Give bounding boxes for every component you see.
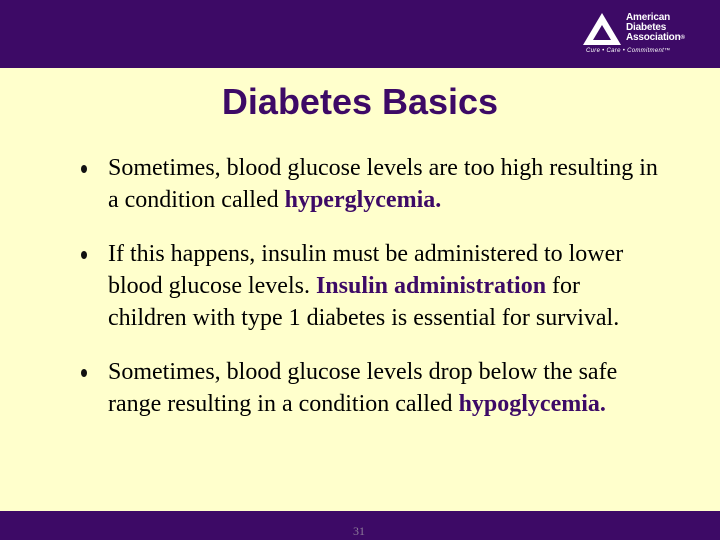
page-number: 31 <box>353 524 365 538</box>
bullet-text-end: for children with type 1 diabetes is essential for survival. <box>108 273 620 331</box>
term-hypoglycemia: hypoglycemia <box>458 391 600 417</box>
logo-line-1: American <box>626 12 670 23</box>
term-insulin-administration: Insulin administration <box>315 273 547 299</box>
logo-line-2: Diabetes <box>626 22 667 33</box>
slide-title: Diabetes Basics <box>221 81 499 122</box>
header-band <box>0 0 720 68</box>
bullet-list <box>80 152 660 442</box>
bullet-punctuation: . <box>435 187 442 213</box>
ada-triangle-icon <box>582 12 622 46</box>
bullet-text: If this happens, insulin must be administered to lower blood glucose levels. <box>108 241 624 299</box>
ada-logo[interactable] <box>582 8 714 64</box>
bullet-item-insulin <box>80 238 660 334</box>
term-hyperglycemia: hyperglycemia <box>284 187 436 213</box>
bullet-text: Sometimes, blood glucose levels are too high resulting in a condition called <box>108 155 658 213</box>
logo-tagline: Cure • Care • Commitment™ <box>586 48 671 54</box>
bullet-item-hyperglycemia <box>80 152 660 216</box>
registered-mark: ® <box>680 35 685 41</box>
logo-line-3 <box>626 33 685 43</box>
bullet-text: Sometimes, blood glucose levels drop below the safe range resulting in a condition called <box>108 359 618 417</box>
bullet-punctuation: . <box>599 391 606 417</box>
bullet-item-hypoglycemia <box>80 356 660 420</box>
logo-line-3-text: Association <box>626 32 681 43</box>
